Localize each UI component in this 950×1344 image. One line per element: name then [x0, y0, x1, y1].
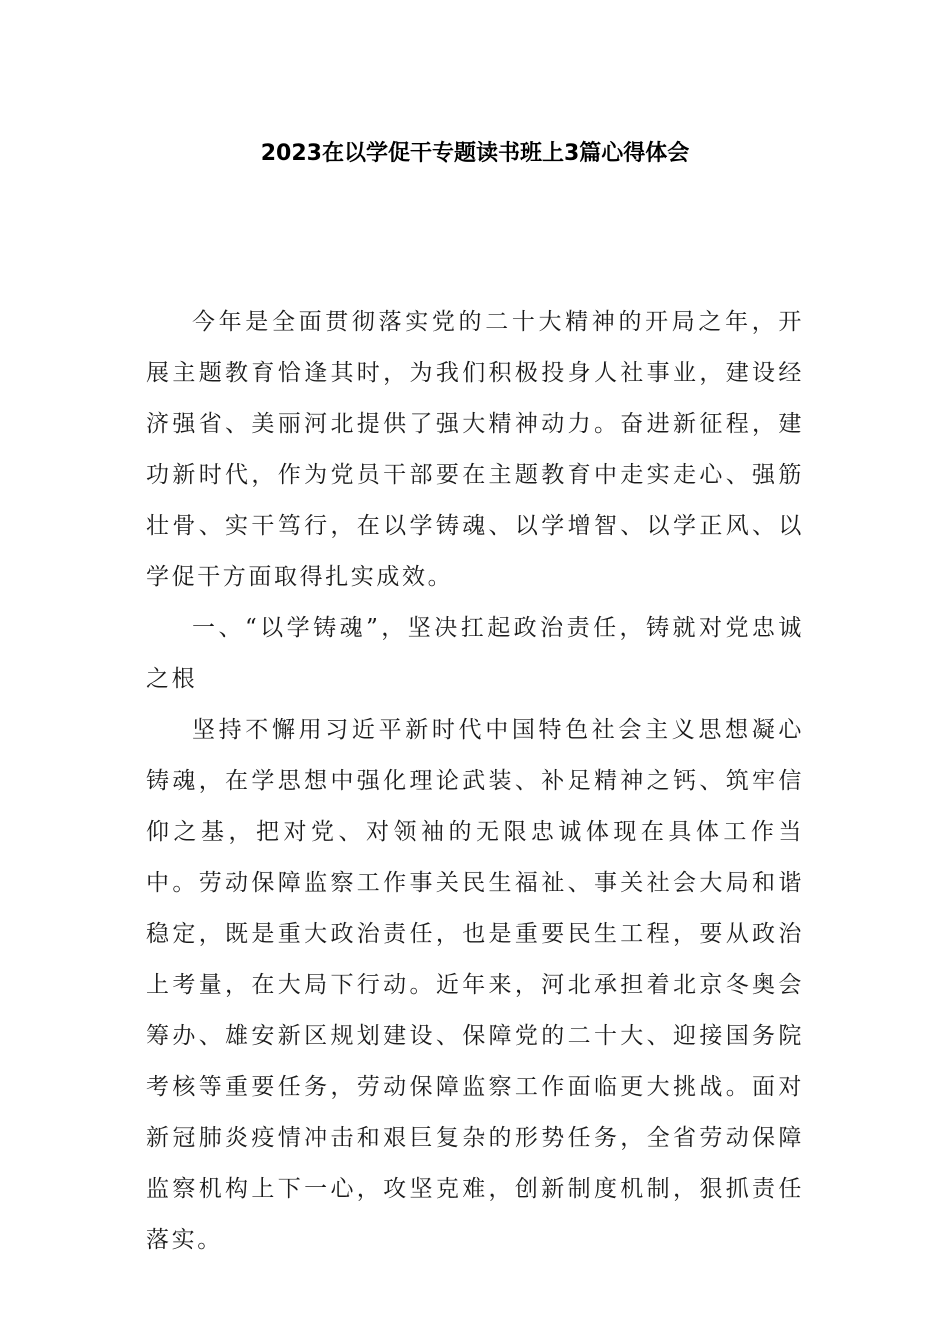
document-title: 2023在以学促干专题读书班上3篇心得体会 [260, 141, 690, 166]
section-heading-1: 一、“以学铸魂”，坚决扛起政治责任，铸就对党忠诚之根 [146, 615, 804, 692]
intro-paragraph: 今年是全面贯彻落实党的二十大精神的开局之年，开展主题教育恰逢其时，为我们积极投身人社事业，建设经济强省、美丽河北提供了强大精神动力。奋进新征程，建功新时代，作为党员干部要在主题教育中走实走心、强筋壮骨、实干笃行，在以学铸魂、以学增智、以学正风、以学促干方面取得扎实成效。 [146, 309, 804, 590]
section-1-paragraph: 坚持不懈用习近平新时代中国特色社会主义思想凝心铸魂，在学思想中强化理论武装、补足精神之钙、筑牢信仰之基，把对党、对领袖的无限忠诚体现在具体工作当中。劳动保障监察工作事关民生福祉、事关社会大局和谐稳定，既是重大政治责任，也是重要民生工程，要从政治上考量，在大局下行动。近年来，河北承担着北京冬奥会筹办、雄安新区规划建设、保障党的二十大、迎接国务院考核等重要任务，劳动保障监察工作面临更大挑战。面对新冠肺炎疫情冲击和艰巨复杂的形势任务，全省劳动保障监察机构上下一心，攻坚克难，创新制度机制，狠抓责任落实。 [146, 717, 804, 1253]
document-body [146, 297, 804, 1266]
